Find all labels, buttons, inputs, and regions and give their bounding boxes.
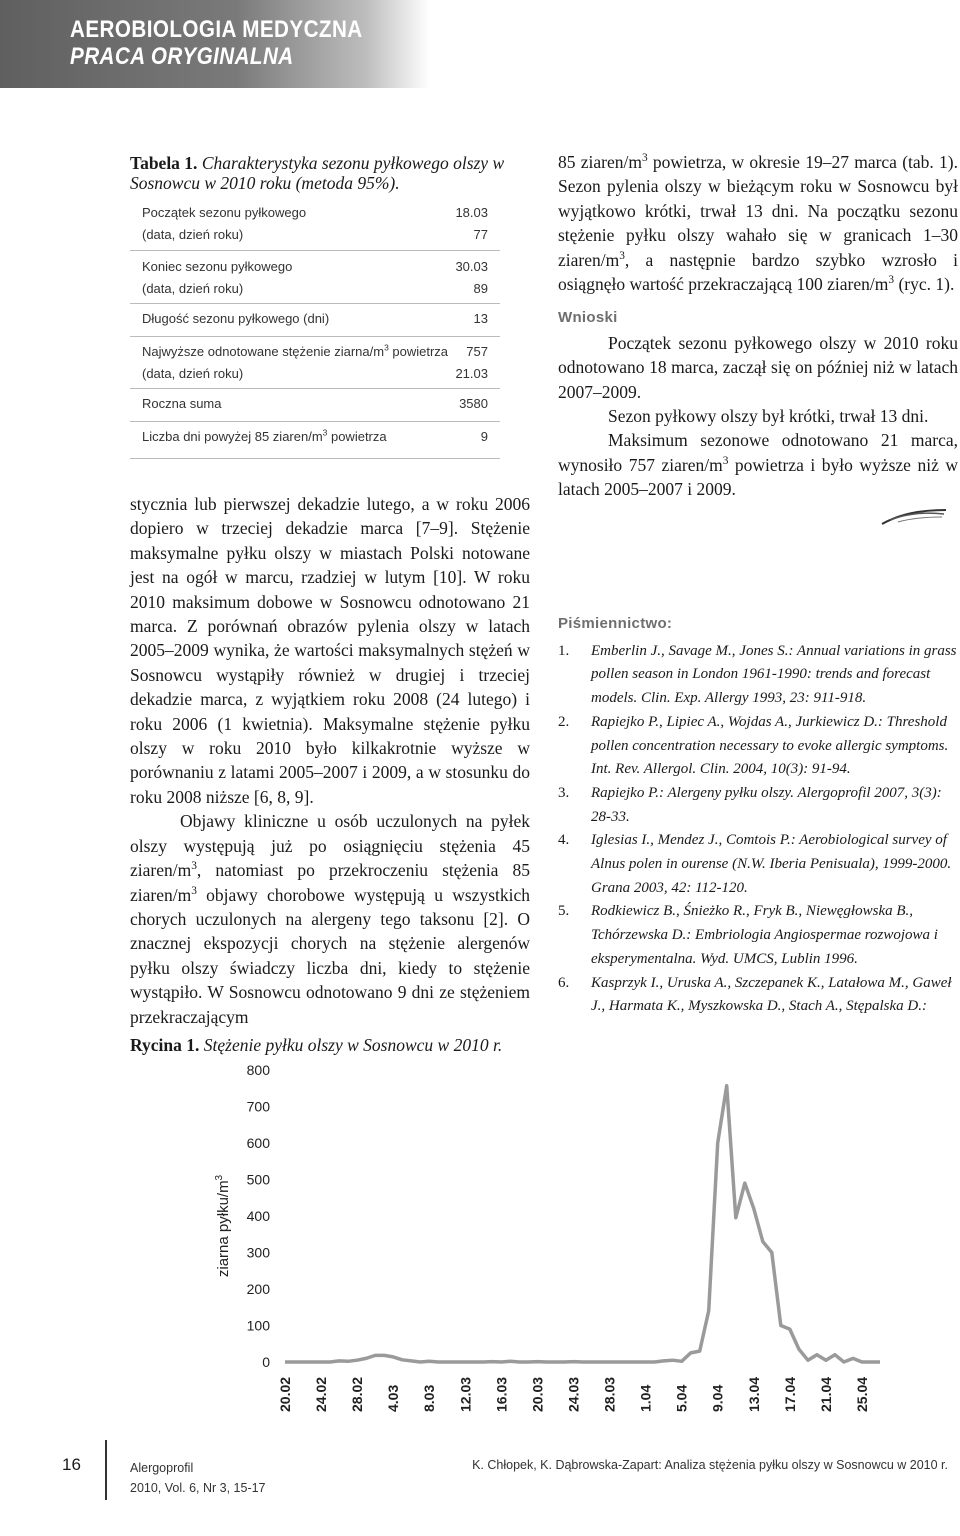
x-tick-label: 24.02 bbox=[313, 1376, 330, 1412]
row-value: 30.03 bbox=[455, 259, 488, 274]
x-tick-label: 25.04 bbox=[853, 1376, 870, 1412]
table-divider bbox=[130, 388, 500, 389]
row-sublabel: (data, dzień roku) bbox=[142, 366, 244, 381]
table-caption-text: Charakterystyka sezonu pyłkowego olszy w Sosnowcu w 2010 roku (metoda 95%). bbox=[130, 153, 505, 193]
x-tick-label: 21.04 bbox=[817, 1376, 834, 1412]
journal-header-band bbox=[0, 0, 430, 88]
y-tick-label: 600 bbox=[246, 1135, 270, 1151]
row-label: Liczba dni powyżej 85 ziaren/$m^3$ powietrza bbox=[142, 427, 387, 444]
row-value: 757 bbox=[466, 344, 488, 359]
row-subvalue: 89 bbox=[473, 281, 488, 296]
x-tick-label: 20.02 bbox=[277, 1376, 293, 1412]
row-label: Początek sezonu pyłkowego bbox=[142, 205, 307, 220]
y-tick-label: 700 bbox=[246, 1098, 270, 1115]
footer-divider bbox=[105, 1440, 107, 1500]
chart-series bbox=[285, 1086, 880, 1362]
x-tick-label: 8.03 bbox=[421, 1384, 438, 1412]
row-sublabel: (data, dzień roku) bbox=[142, 227, 244, 242]
row-label: Długość sezonu pyłkowego (dni) bbox=[142, 311, 330, 326]
reference-item: 2. Rapiejko P., Lipiec A., Wojdas A., Jurkiewicz D.: Threshold pollen concentration necessary to evoke allergic symptoms. Int. Rev. Allergol. Clin. 2004, 10(3): 91-94. bbox=[558, 713, 949, 778]
row-value: 18.03 bbox=[455, 205, 488, 220]
y-tick-label: 800 bbox=[246, 1062, 270, 1078]
table-caption-label: Tabela 1. bbox=[130, 153, 198, 173]
x-tick-label: 12.03 bbox=[457, 1376, 474, 1412]
reference-item: 3. Rapiejko P.: Alergeny pyłku olszy. Alergoprofil 2007, 3(3): 28-33. bbox=[558, 784, 942, 825]
x-tick-label: 20.03 bbox=[529, 1376, 546, 1412]
row-value: 13 bbox=[473, 311, 488, 326]
x-tick-label: 24.03 bbox=[565, 1376, 582, 1412]
row-value: 9 bbox=[480, 429, 488, 444]
journal-info bbox=[130, 1458, 266, 1498]
row-subvalue: 77 bbox=[473, 227, 488, 242]
y-tick-label: 300 bbox=[246, 1244, 270, 1261]
x-tick-label: 28.03 bbox=[601, 1376, 618, 1412]
figure-caption-label: Rycina 1. bbox=[130, 1035, 200, 1055]
table-divider bbox=[130, 303, 500, 304]
right-column-text bbox=[558, 150, 958, 502]
running-title: K. Chłopek, K. Dąbrowska-Zapart: Analiza stężenia pyłku olszy w Sosnowcu w 2010 r. bbox=[472, 1458, 948, 1472]
page-number: 16 bbox=[62, 1455, 81, 1474]
reference-item: 4. Iglesias I., Mendez J., Comtois P.: Aerobiological survey of Alnus polen in ourense (N.W. Iberia Penisuala), 1999-2000. Grana 2003, 42: 112-120. bbox=[558, 832, 952, 896]
x-tick-label: 9.04 bbox=[709, 1384, 726, 1412]
conclusion-item: Sezon pyłkowy olszy był krótki, trwał 13 dni. bbox=[608, 406, 929, 427]
y-tick-label: 500 bbox=[246, 1171, 270, 1188]
pollen-concentration-chart bbox=[200, 1050, 900, 1430]
y-tick-label: 200 bbox=[246, 1281, 270, 1297]
reference-item: 1. Emberlin J., Savage M., Jones S.: Annual variations in grass pollen season in London 1961-1990: trends and forecast models. Clin. Exp. Allergy 1993, 23: 911-918. bbox=[558, 642, 957, 707]
section-heading-wnioski: Wnioski bbox=[558, 309, 618, 327]
row-subvalue: 21.03 bbox=[455, 366, 488, 381]
section-heading-references: Piśmiennictwo: bbox=[558, 615, 673, 632]
y-tick-label: 100 bbox=[246, 1317, 270, 1334]
y-axis-label: ziarna pyłku/$m^3$ bbox=[214, 1174, 232, 1278]
x-tick-label: 16.03 bbox=[493, 1376, 510, 1412]
x-axis bbox=[277, 1377, 870, 1412]
x-tick-label: 17.04 bbox=[781, 1376, 798, 1412]
y-tick-label: 400 bbox=[246, 1208, 270, 1224]
table-bottom-rule bbox=[130, 458, 500, 459]
table-divider bbox=[130, 250, 500, 251]
references-list bbox=[558, 612, 960, 1019]
table-caption bbox=[130, 153, 530, 193]
x-tick-label: 4.03 bbox=[385, 1384, 402, 1412]
journal-volume: 2010, Vol. 6, Nr 3, 15-17 bbox=[130, 1481, 266, 1495]
paragraph: 85 ziaren/$m^3$ powietrza, w okresie 19–27 marca (tab. 1). Sezon pylenia olszy w bieżącym roku w Sosnowcu był wyjątkowo krótki, trwał 13 dni. Na początku sezonu stężenie pyłku olszy wahało się w granicach 1–30 ziaren/$m^3$, a następnie bardzo szybko wzrosło i osiągnęło wartość przekraczającą 100 ziaren/$m^3$ (ryc. 1). bbox=[558, 152, 958, 295]
row-label: Najwyższe odnotowane stężenie ziarna/$m^3$ powietrza bbox=[142, 342, 449, 359]
y-tick-label: 0 bbox=[262, 1354, 270, 1370]
end-of-text-flourish-icon bbox=[880, 500, 950, 530]
series-line bbox=[285, 1086, 880, 1362]
left-column-text bbox=[130, 492, 530, 1029]
table-divider bbox=[130, 421, 500, 422]
reference-item: 5. Rodkiewicz B., Śnieżko R., Fryk B., Niewęgłowska B., Tchórzewska D.: Embriologia Angiospermae rozwojowa i eksperymentalna. Wyd. UMCS, Lublin 1996. bbox=[558, 903, 938, 967]
row-label: Roczna suma bbox=[142, 396, 222, 411]
table-divider bbox=[130, 336, 500, 337]
x-tick-label: 28.02 bbox=[349, 1376, 366, 1412]
figure-caption-text: Stężenie pyłku olszy w Sosnowcu w 2010 r. bbox=[203, 1035, 503, 1055]
journal-section-title: AEROBIOLOGIA MEDYCZNA bbox=[70, 16, 363, 43]
conclusion-item: Początek sezonu pyłkowego olszy w 2010 roku odnotowano 18 marca, zaczął się on później niż w latach 2007–2009. bbox=[558, 332, 958, 402]
journal-name: Alergoprofil bbox=[130, 1461, 194, 1475]
reference-item: 6. Kasprzyk I., Uruska A., Szczepanek K., Latałowa M., Gaweł J., Harmata K., Myszkowska D., Stach A., Stępalska D.: bbox=[558, 974, 952, 1015]
y-axis bbox=[247, 1062, 271, 1370]
paragraph: stycznia lub pierwszej dekadzie lutego, a w roku 2006 dopiero w trzeciej dekadzie marca [7–9]. Stężenie maksymalne pyłku olszy w miastach Polski notowane jest na ogół w marcu, rzadziej w lutym [10]. W roku 2010 maksimum dobowe w Sosnowcu odnotowano 21 marca. Z porównań obrazów pylenia olszy w latach 2005–2009 wynika, że wartości maksymalnych stężeń w Sosnowcu wystąpiły również w drugiej i trzeciej dekadzie marca, z wyjątkiem roku 2008 (24 lutego) i roku 2006 (1 kwietnia). Maksymalne stężenie pyłku olszy w roku 2010 było kilkakrotnie wyższe w porównaniu z latami 2005–2007 i 2009, a w stosunku do roku 2008 niższe [6, 8, 9]. bbox=[130, 494, 530, 807]
x-tick-label: 5.04 bbox=[673, 1384, 690, 1412]
article-type: PRACA ORYGINALNA bbox=[70, 43, 294, 70]
x-tick-label: 1.04 bbox=[637, 1384, 654, 1412]
page-footer bbox=[0, 1440, 960, 1536]
row-value: 3580 bbox=[459, 396, 488, 411]
x-tick-label: 13.04 bbox=[745, 1376, 762, 1412]
row-label: Koniec sezonu pyłkowego bbox=[142, 259, 293, 274]
paragraph: Objawy kliniczne u osób uczulonych na pyłek olszy występują już po osiągnięciu stężenia 45 ziaren/$m^3$, natomiast po przekroczeniu stężenia 85 ziaren/$m^3$ objawy chorobowe występują u wszystkich chorych uczulonych na alergeny tego taksonu [2]. O znacznej ekspozycji chorych na stężenie alergenów pyłku olszy świadczy liczba dni, kiedy to stężenie wystąpiło. W Sosnowcu odnotowano 9 dni ze stężeniem przekraczającym bbox=[130, 811, 530, 1027]
conclusion-item: Maksimum sezonowe odnotowano 21 marca, wynosiło 757 ziaren/$m^3$ powietrza i było wyższe niż w latach 2005–2007 i 2009. bbox=[558, 430, 958, 500]
row-sublabel: (data, dzień roku) bbox=[142, 281, 244, 296]
